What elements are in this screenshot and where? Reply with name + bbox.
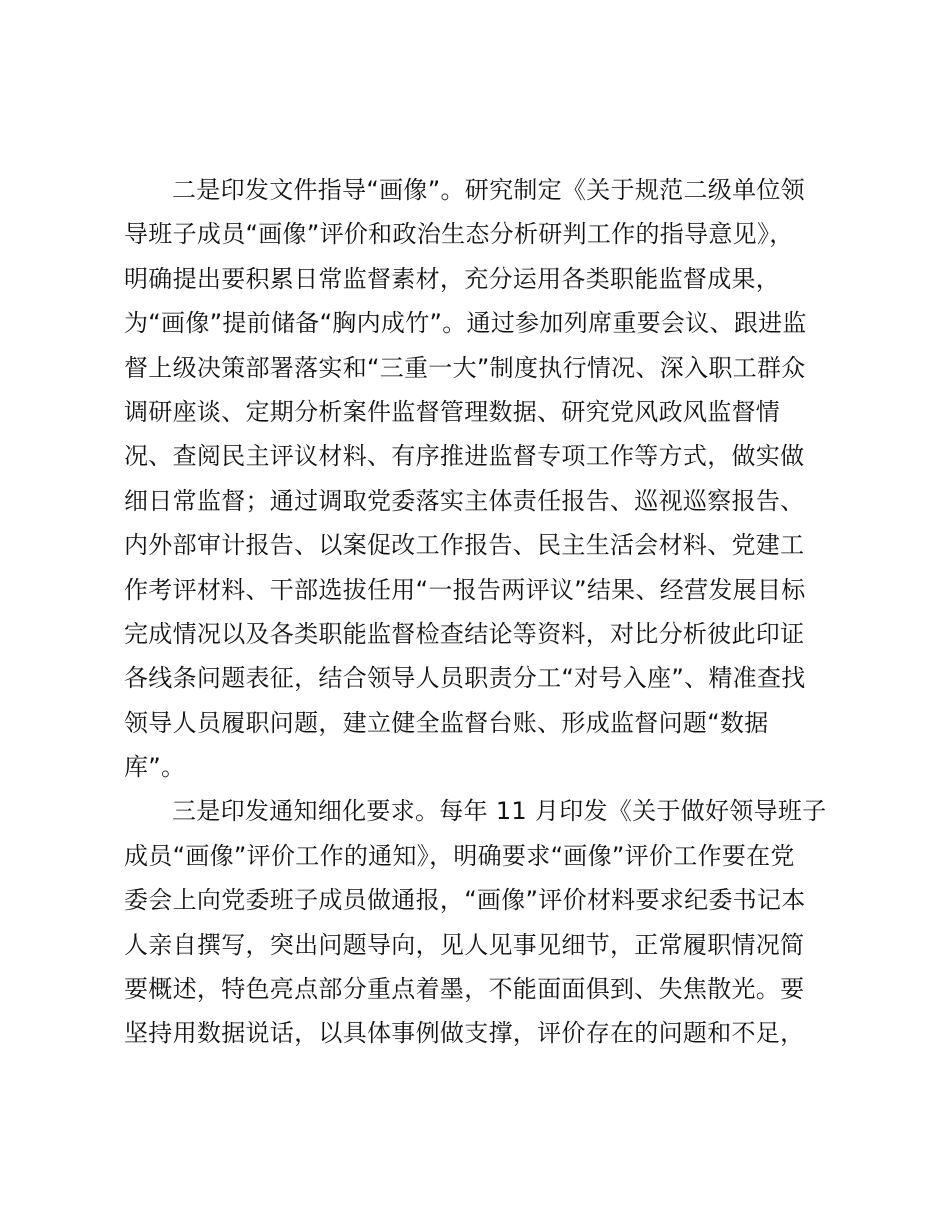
paragraph-line: 导班子成员“画像”评价和政治生态分析研判工作的指导意见》， — [124, 220, 794, 249]
paragraph-line: 细日常监督；通过调取党委落实主体责任报告、巡视巡察报告、 — [124, 486, 805, 515]
paragraph-line: 委会上向党委班子成员做通报，“画像”评价材料要求纪委书记本 — [124, 886, 806, 915]
paragraph-line: 明确提出要积累日常监督素材，充分运用各类职能监督成果， — [124, 264, 781, 293]
paragraph-line: 为“画像”提前储备“胸内成竹”。通过参加列席重要会议、跟进监 — [124, 309, 807, 338]
paragraph-line: 况、查阅民主评议材料、有序推进监督专项工作等方式，做实做 — [124, 442, 805, 471]
document-body — [124, 168, 827, 1056]
paragraph-line: 坚持用数据说话，以具体事例做支撑，评价存在的问题和不足， — [124, 1019, 805, 1048]
paragraph-line: 督上级决策部署落实和“三重一大”制度执行情况、深入职工群众 — [124, 353, 806, 382]
paragraph-line: 要概述，特色亮点部分重点着墨，不能面面俱到、失焦散光。要 — [124, 975, 805, 1004]
paragraph-line: 成员“画像”评价工作的通知》，明确要求“画像”评价工作要在党 — [124, 841, 795, 870]
paragraph-line: 完成情况以及各类职能监督检查结论等资料，对比分析彼此印证 — [124, 619, 805, 648]
paragraph-line: 各线条问题表征，结合领导人员职责分工“对号入座”、精准查找 — [124, 664, 806, 693]
paragraph-line: 领导人员履职问题，建立健全监督台账、形成监督问题“数据 — [124, 708, 769, 737]
paragraph-line: 人亲自撰写，突出问题导向，见人见事见细节，正常履职情况简 — [124, 930, 805, 959]
paragraph-line: 调研座谈、定期分析案件监督管理数据、研究党风政风监督情 — [124, 397, 781, 426]
paragraph-line: 作考评材料、干部选拔任用“一报告两评议”结果、经营发展目标 — [124, 575, 806, 604]
paragraph-line: 三是印发通知细化要求。每年 11 月印发《关于做好领导班子 — [172, 797, 827, 826]
paragraph-line: 内外部审计报告、以案促改工作报告、民主生活会材料、党建工 — [124, 531, 805, 560]
paragraph-line: 二是印发文件指导“画像”。研究制定《关于规范二级单位领 — [172, 176, 805, 204]
paragraph-line: 库”。 — [124, 753, 186, 782]
